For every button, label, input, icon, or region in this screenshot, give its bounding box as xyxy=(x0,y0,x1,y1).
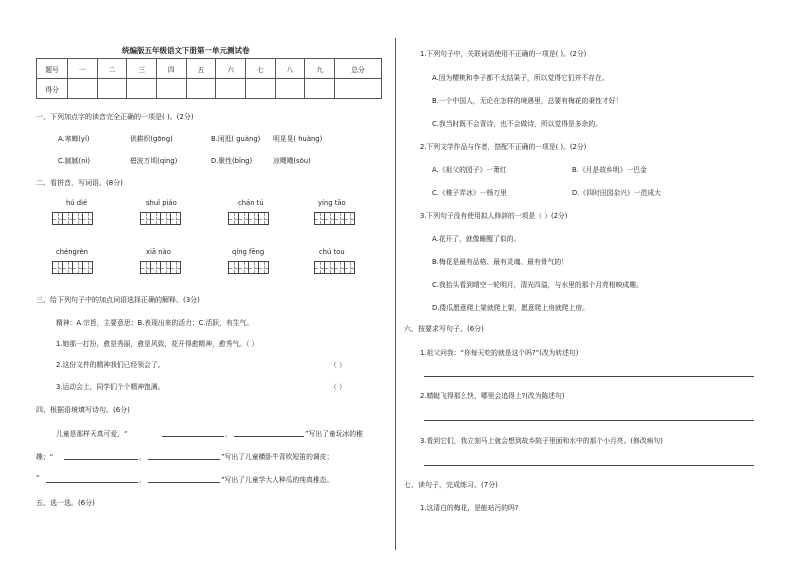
tianzige-answer-box[interactable] xyxy=(140,261,180,274)
score-table xyxy=(36,58,382,99)
score-input-cell[interactable] xyxy=(186,79,216,99)
score-row-label: 得分 xyxy=(37,79,68,99)
q4-text: ”写出了儿童学大人种瓜的纯真稚态。 xyxy=(221,476,334,484)
score-header-cell: 四 xyxy=(156,59,186,79)
tianzige-answer-box[interactable] xyxy=(228,212,268,225)
answer-line[interactable] xyxy=(424,465,754,466)
q1-option-a: A.寒蝉(yí) xyxy=(58,135,90,143)
q5-2-option-b: B.《月是故乡明》一巴金 xyxy=(572,166,647,174)
pinyin-label: chán tú xyxy=(238,199,264,207)
q5-2-option-a: A.《祖父的园子》一萧红 xyxy=(432,166,507,174)
q3-heading: 三、给下列句子中的加点词语选择正确的解释。(3分) xyxy=(36,296,200,304)
pinyin-label: chéngrèn xyxy=(56,248,88,256)
score-input-cell[interactable] xyxy=(305,79,335,99)
score-input-cell[interactable] xyxy=(245,79,275,99)
score-table-score-row xyxy=(37,79,382,99)
q5-2-text: 2.下列文学作品与作者，搭配不正确的一项是( )。(2分) xyxy=(420,143,587,151)
pinyin-label: chú tou xyxy=(319,248,345,256)
q5-3-option-c: C.我抬头看到晴空一轮明月，清光四溢，与水里的那个月亮相映成趣。 xyxy=(432,281,643,289)
pinyin-label: yíng tāo xyxy=(318,199,346,207)
poem-blank[interactable] xyxy=(148,482,220,483)
score-header-cell: 六 xyxy=(216,59,246,79)
score-input-cell[interactable] xyxy=(156,79,186,99)
q4-text: ”写出了儿童横卧牛背吹短笛的调皮； xyxy=(221,453,334,461)
q5-1-text: 1.下列句子中，关联词语使用不正确的一项是( )。(2分) xyxy=(420,50,587,58)
q3-item-1: 1.她那一打扮，愈是秀丽，愈是风致，花开得愈精神，愈秀气。（ ） xyxy=(56,340,259,348)
q1-option-c: C.腻腻(nì) xyxy=(58,157,90,165)
q5-3-text: 3.下列句子没有使用拟人修辞的一项是（ ）(2分) xyxy=(420,212,568,220)
column-divider xyxy=(395,38,396,550)
score-input-cell[interactable] xyxy=(335,79,382,99)
tianzige-answer-box[interactable] xyxy=(52,261,92,274)
q6-item-3: 3.看到它们，我立刻马上就会想到故乡院子里面和水中的那个小月亮。(修改病句) xyxy=(420,437,663,445)
q6-heading: 六、按要求写句子。(6分) xyxy=(404,325,484,333)
q5-3-option-d: D.倭瓜愿意爬上架就爬上架，愿意爬上房就爬上房。 xyxy=(432,304,589,312)
q4-text: ， xyxy=(139,453,146,461)
q3-item-2: 2.这份文件的精神我们已经领会了。 xyxy=(56,361,165,369)
poem-blank[interactable] xyxy=(162,436,224,437)
score-header-cell: 七 xyxy=(245,59,275,79)
q5-3-option-b: B.梅花是最有品格、最有灵魂、最有骨气的！ xyxy=(432,258,568,266)
poem-blank[interactable] xyxy=(148,459,220,460)
score-table-header-row xyxy=(37,59,382,79)
score-header-cell: 三 xyxy=(127,59,157,79)
pinyin-label: xiā nào xyxy=(146,248,171,256)
q3-item-3: 3.运动会上，同学们个个精神饱满。 xyxy=(56,383,165,391)
tianzige-answer-box[interactable] xyxy=(52,212,92,225)
tianzige-answer-box[interactable] xyxy=(314,261,354,274)
page-title: 统编版五年级语文下册第一单元测试卷 xyxy=(122,46,250,55)
pinyin-label: hú dié xyxy=(66,199,88,207)
q5-1-option-a: A.因为樱桃和李子都不太结果子，所以觉得它们并不存在。 xyxy=(432,74,609,82)
pinyin-label: shuǐ piáo xyxy=(146,199,177,207)
answer-paren[interactable]: （ ） xyxy=(330,361,346,369)
q4-text: ”写出了童玩冰的稚 xyxy=(305,430,363,438)
q1-option-a2: 供耕织(gōng) xyxy=(130,135,173,143)
q1-heading: 一、下列加点字的读音完全正确的一项是( )。(2分) xyxy=(36,113,194,121)
score-input-cell[interactable] xyxy=(97,79,127,99)
score-header-cell: 五 xyxy=(186,59,216,79)
q2-heading: 二、看拼音，写词语。(8分) xyxy=(36,179,123,187)
q4-text: 趣；“ xyxy=(36,453,54,461)
q1-option-b: B.闲逛( guàng) xyxy=(211,135,261,143)
q7-heading: 七、读句子，完成练习。(7分) xyxy=(404,481,498,489)
q4-text: ， xyxy=(225,430,232,438)
answer-line[interactable] xyxy=(424,420,754,421)
q7-item-1: 1.这清白的梅花，是能玷污的吗? xyxy=(420,504,519,512)
tianzige-answer-box[interactable] xyxy=(228,261,268,274)
score-input-cell[interactable] xyxy=(127,79,157,99)
score-header-cell: 题号 xyxy=(37,59,68,79)
q4-text: ， xyxy=(139,476,146,484)
q4-text: “ xyxy=(36,474,40,482)
q4-heading: 四、根据语境填写诗句。(6分) xyxy=(36,406,130,414)
tianzige-answer-box[interactable] xyxy=(314,212,354,225)
score-input-cell[interactable] xyxy=(275,79,305,99)
score-header-cell: 八 xyxy=(275,59,305,79)
q1-option-c2: 碧波万顷(qing) xyxy=(130,157,178,165)
q6-item-1: 1.祖父问我：“你每天吃的就是这个吗?”(改为转述句) xyxy=(420,349,579,357)
q5-2-option-d: D.《四时田园杂兴》一范成大 xyxy=(572,189,661,197)
score-header-cell: 总分 xyxy=(335,59,382,79)
pinyin-label: qíng fēng xyxy=(232,248,265,256)
q1-option-d: D.聚性(bǐng) xyxy=(211,157,253,165)
q5-1-option-b: B.一个中国人，无论在怎样的境遇里，总要有梅花的秉性才好！ xyxy=(432,97,623,105)
poem-blank[interactable] xyxy=(234,436,304,437)
score-header-cell: 九 xyxy=(305,59,335,79)
q5-2-option-c: C.《稚子弄冰》一杨万里 xyxy=(432,189,507,197)
q5-heading: 五、选一选。(6分) xyxy=(36,499,95,507)
score-input-cell[interactable] xyxy=(216,79,246,99)
q5-1-option-c: C.我当时既不会背诗，也不会做诗，所以觉得是多余的。 xyxy=(432,120,603,128)
score-header-cell: 一 xyxy=(68,59,98,79)
answer-paren[interactable]: （ ） xyxy=(330,383,346,391)
q1-option-d2: 凉飕飕(sōu) xyxy=(273,157,311,165)
tianzige-answer-box[interactable] xyxy=(140,212,180,225)
q5-3-option-a: A.花开了，就像睡醒了似的。 xyxy=(432,235,521,243)
q6-item-2: 2.蜻蜓飞得那么快，哪里会追得上?(改为陈述句) xyxy=(420,392,565,400)
q3-definitions: 精神：A.宗旨，主要意思；B.表现出来的活力；C.活跃，有生气。 xyxy=(56,319,254,327)
score-header-cell: 二 xyxy=(97,59,127,79)
score-input-cell[interactable] xyxy=(68,79,98,99)
poem-blank[interactable] xyxy=(46,482,138,483)
answer-line[interactable] xyxy=(424,376,754,377)
poem-blank[interactable] xyxy=(64,459,138,460)
q4-text: 儿童是那样天真可爱，“ xyxy=(56,430,128,438)
q1-option-b2: 明晃晃( huàng) xyxy=(273,135,323,143)
